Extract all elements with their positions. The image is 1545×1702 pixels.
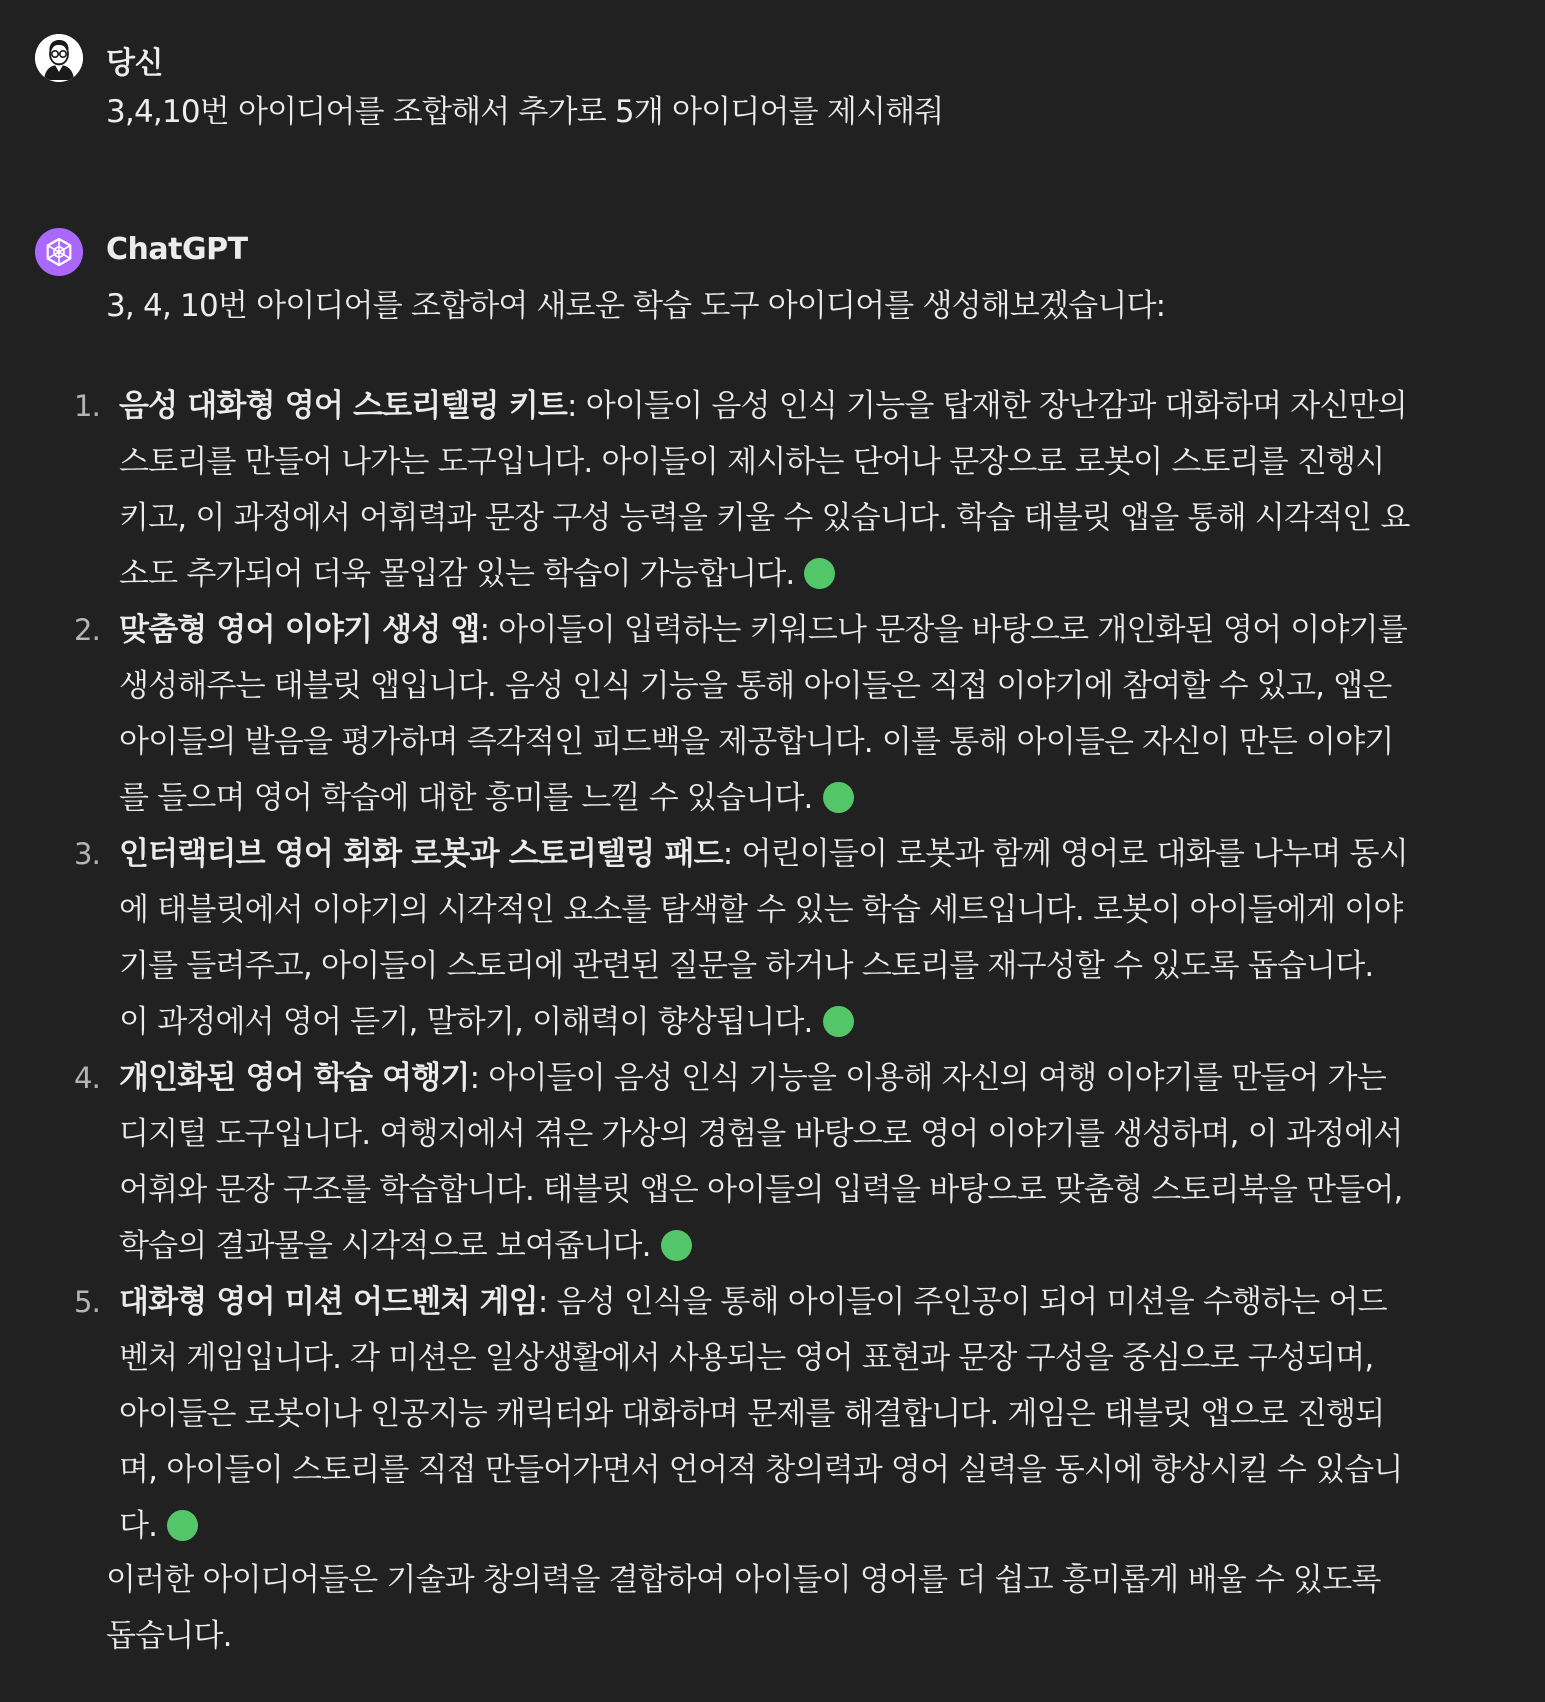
user-message-text: 3,4,10번 아이디어를 조합해서 추가로 5개 아이디어를 제시해줘 — [106, 94, 944, 130]
list-item-title: 맞춤형 영어 이야기 생성 앱 — [119, 612, 480, 648]
user-author-name: 당신 — [106, 46, 163, 81]
list-item-line — [119, 770, 1491, 826]
green-circle-icon — [823, 782, 854, 813]
list-item-number: 3. — [74, 837, 101, 871]
list-item-line — [119, 602, 1491, 658]
openai-logo-icon — [35, 228, 83, 276]
list-item-number: 5. — [74, 1285, 101, 1319]
list-item-number: 1. — [74, 389, 101, 423]
assistant-closing-text — [106, 1552, 1381, 1664]
list-item-text: : 아이들이 음성 인식 기능을 탑재한 장난감과 대화하며 자신만의 — [567, 388, 1407, 424]
list-item — [0, 378, 1545, 602]
list-item-title: 음성 대화형 영어 스토리텔링 키트 — [119, 388, 568, 424]
list-item-line: 아이들의 발음을 평가하며 즉각적인 피드백을 제공합니다. 이를 통해 아이들은 자신이 만든 이야기 — [119, 724, 1394, 760]
list-item-line — [119, 546, 1491, 602]
list-item-line: 기를 들려주고, 아이들이 스토리에 관련된 질문을 하거나 스토리를 재구성할 수 있도록 돕습니다. — [119, 948, 1374, 984]
list-item-line — [119, 1498, 1491, 1554]
list-item-line: 키고, 이 과정에서 어휘력과 문장 구성 능력을 키울 수 있습니다. 학습 태블릿 앱을 통해 시각적인 요 — [119, 500, 1410, 536]
list-item-text: : 아이들이 입력하는 키워드나 문장을 바탕으로 개인화된 영어 이야기를 — [479, 612, 1407, 648]
green-circle-icon — [804, 558, 835, 589]
closing-line: 이러한 아이디어들은 기술과 창의력을 결합하여 아이들이 영어를 더 쉽고 흥미롭게 배울 수 있도록 — [106, 1562, 1381, 1598]
list-item-line: 며, 아이들이 스토리를 직접 만들어가면서 언어적 창의력과 영어 실력을 동시에 향상시킬 수 있습니 — [119, 1452, 1403, 1488]
list-item-line: 에 태블릿에서 이야기의 시각적인 요소를 탐색할 수 있는 학습 세트입니다. 로봇이 아이들에게 이야 — [119, 892, 1403, 928]
idea-list — [0, 378, 1545, 1554]
list-item-line: 어휘와 문장 구조를 학습합니다. 태블릿 앱은 아이들의 입력을 바탕으로 맞춤형 스토리북을 만들어, — [119, 1172, 1403, 1208]
assistant-author-name: ChatGPT — [106, 232, 248, 267]
list-item-line — [119, 378, 1491, 434]
list-item-body — [119, 1274, 1491, 1554]
green-circle-icon — [167, 1510, 198, 1541]
user-avatar-icon[interactable] — [35, 34, 83, 82]
list-item-line — [119, 1274, 1491, 1330]
list-item — [0, 1274, 1545, 1554]
list-item-line: 아이들은 로봇이나 인공지능 캐릭터와 대화하며 문제를 해결합니다. 게임은 태블릿 앱으로 진행되 — [119, 1396, 1385, 1432]
list-item-text: 다. — [119, 1508, 158, 1544]
list-item-text: 를 들으며 영어 학습에 대한 흥미를 느낄 수 있습니다. — [119, 780, 813, 816]
closing-line: 돕습니다. — [106, 1618, 232, 1654]
list-item-title: 개인화된 영어 학습 여행기 — [119, 1060, 470, 1096]
list-item-line — [119, 994, 1491, 1050]
list-item-body — [119, 1050, 1491, 1274]
list-item-text: : 어린이들이 로봇과 함께 영어로 대화를 나누며 동시 — [722, 836, 1408, 872]
green-circle-icon — [661, 1230, 692, 1261]
list-item-number: 4. — [74, 1061, 101, 1095]
list-item-line — [119, 826, 1491, 882]
list-item-line — [119, 1050, 1491, 1106]
list-item-title: 인터랙티브 영어 회화 로봇과 스토리텔링 패드 — [119, 836, 723, 872]
list-item-line: 벤처 게임입니다. 각 미션은 일상생활에서 사용되는 영어 표현과 문장 구성을 중심으로 구성되며, — [119, 1340, 1374, 1376]
list-item-body — [119, 378, 1491, 602]
list-item — [0, 602, 1545, 826]
list-item-line: 생성해주는 태블릿 앱입니다. 음성 인식 기능을 통해 아이들은 직접 이야기에 참여할 수 있고, 앱은 — [119, 668, 1392, 704]
assistant-intro-text: 3, 4, 10번 아이디어를 조합하여 새로운 학습 도구 아이디어를 생성해보겠습니다: — [106, 288, 1166, 324]
list-item-body — [119, 826, 1491, 1050]
list-item — [0, 1050, 1545, 1274]
list-item-text: 소도 추가되어 더욱 몰입감 있는 학습이 가능합니다. — [119, 556, 795, 592]
list-item-number: 2. — [74, 613, 101, 647]
list-item-text: 학습의 결과물을 시각적으로 보여줍니다. — [119, 1228, 651, 1264]
list-item-text: : 음성 인식을 통해 아이들이 주인공이 되어 미션을 수행하는 어드 — [537, 1284, 1387, 1320]
green-circle-icon — [823, 1006, 854, 1037]
list-item-body — [119, 602, 1491, 826]
list-item-text: : 아이들이 음성 인식 기능을 이용해 자신의 여행 이야기를 만들어 가는 — [469, 1060, 1386, 1096]
list-item-line: 스토리를 만들어 나가는 도구입니다. 아이들이 제시하는 단어나 문장으로 로봇이 스토리를 진행시 — [119, 444, 1385, 480]
list-item-text: 이 과정에서 영어 듣기, 말하기, 이해력이 향상됩니다. — [119, 1004, 813, 1040]
list-item-line: 디지털 도구입니다. 여행지에서 겪은 가상의 경험을 바탕으로 영어 이야기를 생성하며, 이 과정에서 — [119, 1116, 1403, 1152]
list-item-title: 대화형 영어 미션 어드벤처 게임 — [119, 1284, 538, 1320]
list-item-line — [119, 1218, 1491, 1274]
list-item — [0, 826, 1545, 1050]
